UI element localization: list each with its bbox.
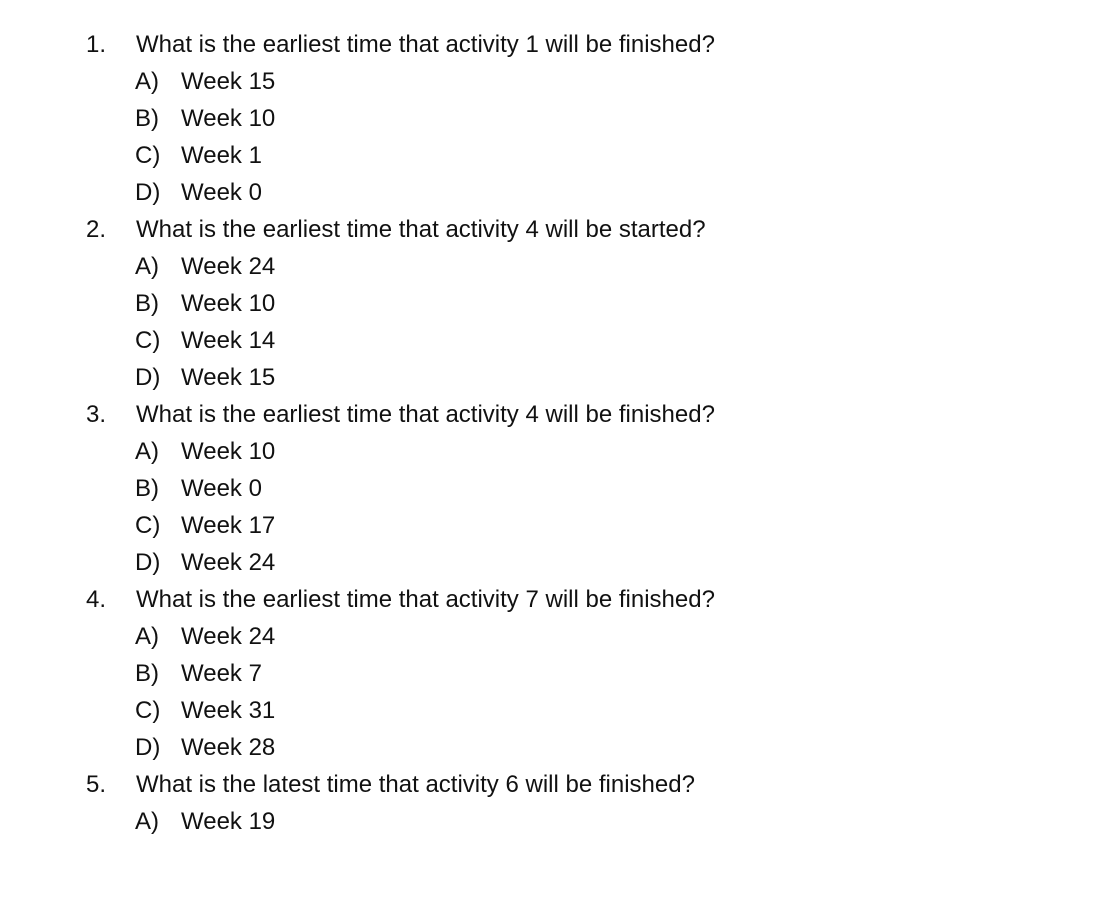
option-letter: B) [135, 475, 159, 502]
question-number: 2. [86, 216, 107, 243]
option-text: Week 14 [181, 327, 276, 354]
option-text: Week 19 [181, 808, 276, 835]
question-number: 4. [86, 586, 107, 613]
question-2-option-d [0, 359, 1096, 396]
option-text: Week 17 [181, 512, 276, 539]
option-letter: C) [135, 142, 161, 169]
question-5-option-a [0, 803, 1096, 840]
question-1-option-b [0, 100, 1096, 137]
option-letter: A) [135, 623, 159, 650]
option-letter: A) [135, 68, 159, 95]
question-1 [0, 26, 1096, 63]
option-text: Week 0 [181, 475, 262, 502]
question-5 [0, 766, 1096, 803]
option-text: Week 31 [181, 697, 276, 724]
option-text: Week 15 [181, 364, 276, 391]
option-text: Week 0 [181, 179, 262, 206]
question-text: What is the earliest time that activity 7 will be finished? [136, 586, 715, 613]
question-number: 3. [86, 401, 107, 428]
option-letter: C) [135, 697, 161, 724]
question-4-option-d [0, 729, 1096, 766]
question-3-option-d [0, 544, 1096, 581]
option-letter: B) [135, 105, 159, 132]
question-number: 5. [86, 771, 107, 798]
question-3-option-a [0, 433, 1096, 470]
question-number: 1. [86, 31, 107, 58]
question-1-option-a [0, 63, 1096, 100]
option-letter: A) [135, 808, 159, 835]
question-4-option-a [0, 618, 1096, 655]
option-letter: C) [135, 512, 161, 539]
option-text: Week 24 [181, 623, 276, 650]
question-2-option-a [0, 248, 1096, 285]
question-3 [0, 396, 1096, 433]
option-letter: A) [135, 438, 159, 465]
option-text: Week 28 [181, 734, 276, 761]
question-text: What is the earliest time that activity 4 will be started? [136, 216, 706, 243]
question-1-option-c [0, 137, 1096, 174]
option-letter: D) [135, 734, 161, 761]
option-letter: B) [135, 290, 159, 317]
question-2 [0, 211, 1096, 248]
option-letter: D) [135, 364, 161, 391]
question-4-option-c [0, 692, 1096, 729]
option-letter: D) [135, 549, 161, 576]
option-letter: A) [135, 253, 159, 280]
question-4 [0, 581, 1096, 618]
question-2-option-c [0, 322, 1096, 359]
question-text: What is the earliest time that activity 4 will be finished? [136, 401, 715, 428]
question-2-option-b [0, 285, 1096, 322]
question-4-option-b [0, 655, 1096, 692]
question-text: What is the latest time that activity 6 will be finished? [136, 771, 695, 798]
option-letter: D) [135, 179, 161, 206]
option-text: Week 15 [181, 68, 276, 95]
option-text: Week 10 [181, 290, 276, 317]
question-3-option-b [0, 470, 1096, 507]
question-text: What is the earliest time that activity 1 will be finished? [136, 31, 715, 58]
option-letter: C) [135, 327, 161, 354]
question-1-option-d [0, 174, 1096, 211]
option-text: Week 7 [181, 660, 262, 687]
option-text: Week 10 [181, 105, 276, 132]
question-list [0, 26, 1096, 840]
option-text: Week 24 [181, 549, 276, 576]
option-letter: B) [135, 660, 159, 687]
option-text: Week 1 [181, 142, 262, 169]
option-text: Week 24 [181, 253, 276, 280]
question-3-option-c [0, 507, 1096, 544]
option-text: Week 10 [181, 438, 276, 465]
